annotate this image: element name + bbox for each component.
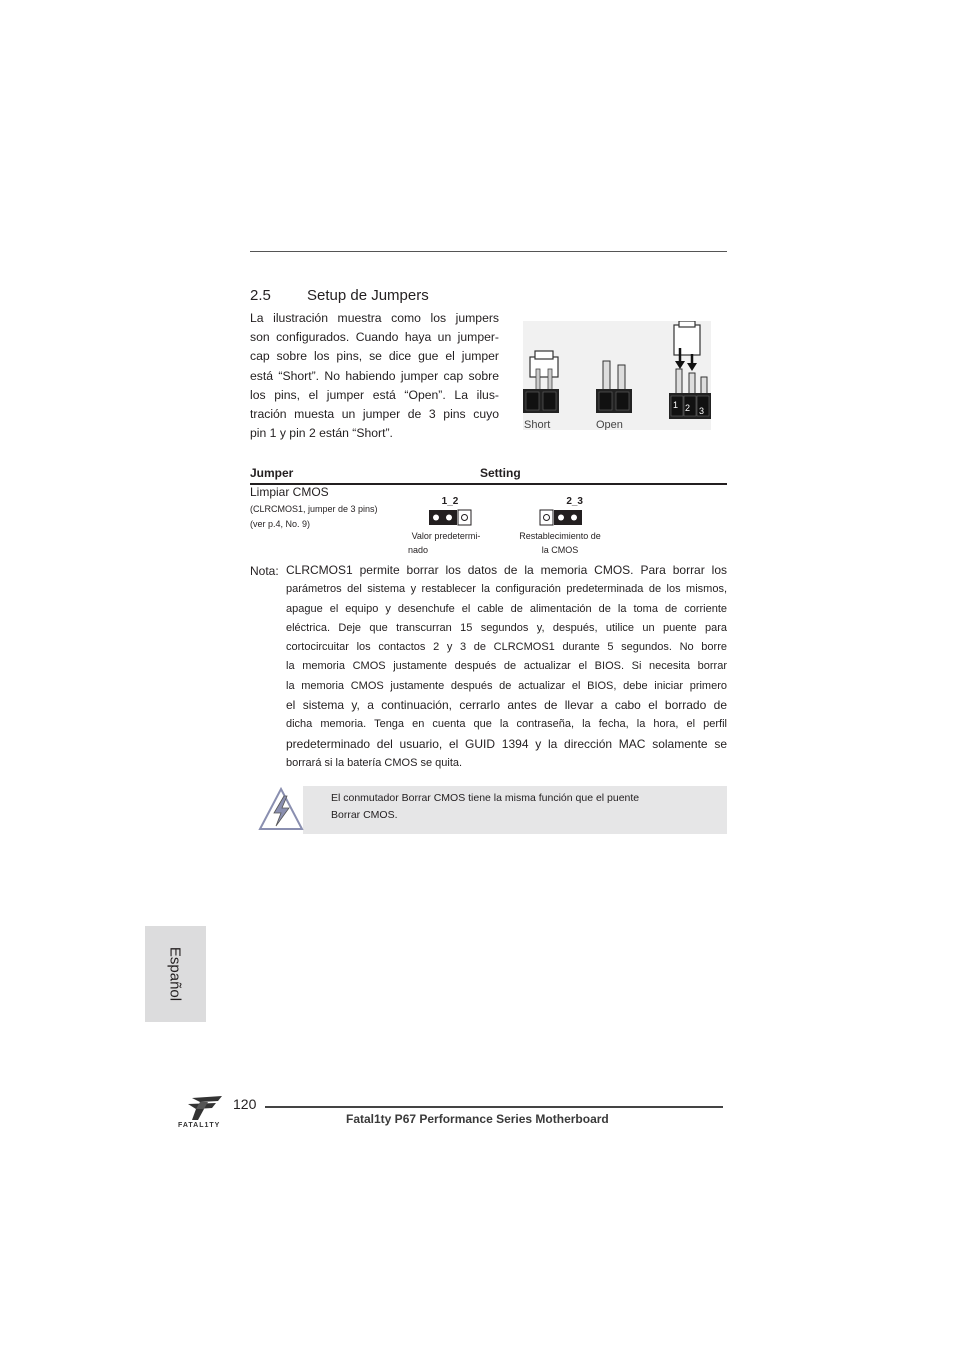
pin-3-label: 3 (699, 406, 705, 416)
jumper-illustration (523, 321, 711, 430)
page-number: 120 (233, 1096, 257, 1112)
setting-2-3-caption-line: Restablecimiento de (519, 531, 601, 541)
section-heading: Setup de Jumpers (307, 287, 429, 304)
setting-2-3-caption-line: la CMOS (541, 545, 579, 555)
note-line: el sistema y, a continuación, cerrarlo antes de llevar a cabo el borrado de (286, 698, 727, 713)
warning-text (331, 790, 639, 824)
note-paragraph (286, 561, 727, 773)
section-number: 2.5 (250, 287, 271, 304)
col-header-jumper: Jumper (250, 466, 294, 480)
setting-2-3-caption (510, 529, 610, 557)
jumper-sub-1: (CLRCMOS1, jumper de 3 pins) (250, 504, 378, 514)
intro-line: está “Short”. No habiendo jumper cap sobre (250, 368, 499, 383)
note-line: eléctrica. Deje que transcurran 15 segundos y, después, utilice un puente para (286, 621, 727, 634)
footer-title: Fatal1ty P67 Performance Series Motherboard (346, 1112, 609, 1126)
intro-line: tración muesta un jumper de 3 pins cuyo (250, 407, 499, 422)
note-line: apague el equipo y desenchufe el cable de alimentación de la toma de corriente (286, 602, 727, 615)
intro-line: son configurados. Cuando haya un jumper- (250, 330, 499, 345)
logo-text: FATAL1TY (178, 1122, 221, 1129)
note-line: borrará si la batería CMOS se quita. (286, 756, 463, 769)
intro-line: cap sobre los pins, se dice gue el jumper (250, 349, 499, 364)
section-title (250, 287, 429, 304)
note-line: predeterminado del usuario, el GUID 1394 y la dirección MAC solamente se (286, 736, 727, 751)
setting-1-2-caption-line: nado (408, 545, 429, 555)
footer-rule (265, 1106, 723, 1108)
open-label: Open (596, 419, 623, 430)
jumper-sub-2: (ver p.4, No. 9) (250, 519, 311, 529)
short-jumper-icon (523, 351, 559, 413)
setting-1-2-caption-line: Valor predetermi- (411, 531, 481, 541)
header-rule (250, 251, 727, 252)
setting-1-2-caption (400, 529, 492, 557)
pin-2-label: 2 (685, 403, 691, 413)
warning-icon (258, 786, 304, 837)
note-line: parámetros del sistema y restablecer la configuración predeterminada de los mismos, (286, 583, 727, 596)
setting-1-2-diagram (428, 496, 472, 527)
col-header-setting: Setting (480, 466, 521, 480)
setting-2-3-pins-label: 2_3 (566, 496, 583, 507)
note-line: la memoria CMOS justamente después de actualizar el BIOS, debe iniciar primero (286, 679, 727, 692)
setting-2-3-diagram (539, 496, 583, 527)
open-jumper-icon (596, 361, 632, 413)
pins-2-3-icon (539, 509, 583, 527)
note-line: la memoria CMOS justamente después de actualizar el BIOS. Si necesita borrar (286, 660, 727, 673)
intro-paragraph (250, 309, 499, 443)
pins-1-2-icon (428, 509, 472, 527)
jumper-name: Limpiar CMOS (250, 485, 329, 499)
note-line: CLRCMOS1 permite borrar los datos de la memoria CMOS. Para borrar los (286, 563, 727, 577)
jumper-diagram (523, 321, 711, 430)
warning-line: Borrar CMOS. (331, 809, 398, 821)
intro-line: La ilustración muestra como los jumpers (250, 311, 499, 325)
setting-1-2-pins-label: 1_2 (441, 496, 459, 507)
intro-line: los pins, el jumper está “Open”. La ilus- (250, 387, 499, 402)
language-tab-label: Español (166, 946, 184, 1002)
note-label: Nota: (250, 564, 279, 578)
warning-line: El conmutador Borrar CMOS tiene la misma función que el puente (331, 792, 640, 804)
short-label: Short (524, 419, 551, 430)
intro-line: pin 1 y pin 2 están “Short”. (250, 426, 393, 441)
pin-1-label: 1 (673, 400, 679, 410)
note-line: dicha memoria. Tenga en cuenta que la contraseña, la fecha, la hora, el perfil (286, 718, 727, 731)
note-line: cortocircuitar los contactos 2 y 3 de CLRCMOS1 durante 5 segundos. No borre (286, 641, 727, 654)
